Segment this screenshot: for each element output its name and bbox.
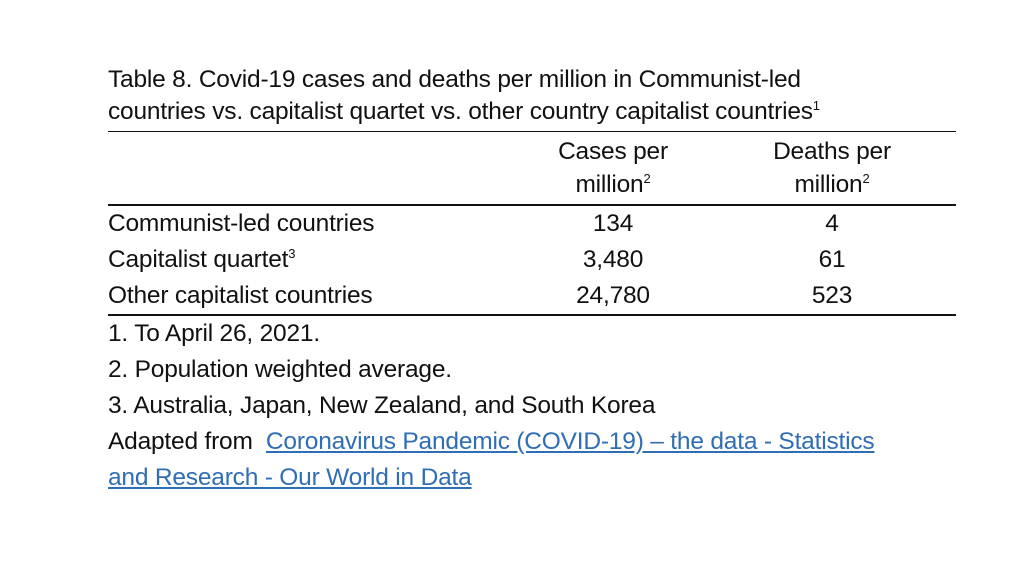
source-note: Adapted from Coronavirus Pandemic (COVID-19) – the data - Statistics and Research - Our World in Data xyxy=(108,428,875,491)
source-link[interactable]: Coronavirus Pandemic (COVID-19) – the data - Statistics and Research - Our World in Data xyxy=(108,428,875,491)
title-line-1: Table 8. Covid-19 cases and deaths per million in Communist-led xyxy=(108,66,801,93)
footnote-2: 2. Population weighted average. xyxy=(108,356,452,383)
row-label: Capitalist quartet$^3$ xyxy=(108,245,296,273)
row-cases: 3,480 xyxy=(582,246,644,273)
table-row xyxy=(108,205,956,242)
table-row xyxy=(108,242,956,278)
title-footnote-marker: 1 xyxy=(812,97,820,113)
footnote-1: 1. To April 26, 2021. xyxy=(108,320,320,347)
table-row xyxy=(108,278,956,315)
table-notes xyxy=(108,316,956,496)
row-deaths: 523 xyxy=(811,282,853,309)
header-deaths: Deaths per million$^2$ xyxy=(773,138,891,198)
header-cases: Cases per million$^2$ xyxy=(558,138,668,198)
row-deaths: 61 xyxy=(818,246,846,273)
row-label: Communist-led countries xyxy=(108,210,375,237)
table-title xyxy=(108,64,956,132)
header-empty-cell xyxy=(108,132,518,205)
data-table xyxy=(108,132,956,316)
row-cases: 134 xyxy=(592,210,634,237)
footnote-3: 3. Australia, Japan, New Zealand, and South Korea xyxy=(108,392,656,419)
row-cases: 24,780 xyxy=(576,282,650,309)
row-label: Other capitalist countries xyxy=(108,282,373,309)
title-line-2: countries vs. capitalist quartet vs. other country capitalist countries xyxy=(108,98,813,125)
table-header-row xyxy=(108,132,956,205)
table-slide xyxy=(108,64,956,496)
row-deaths: 4 xyxy=(825,210,839,237)
